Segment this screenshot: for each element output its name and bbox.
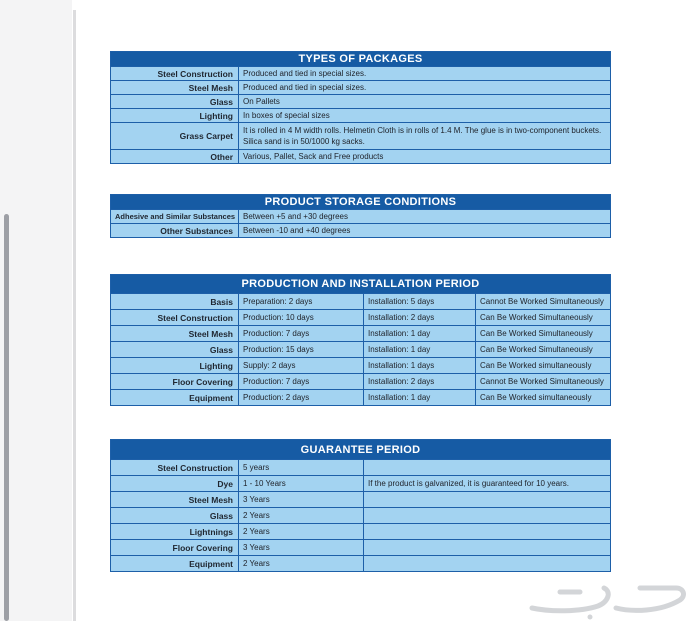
table-row: [111, 81, 611, 95]
vertical-scrollbar-thumb[interactable]: [4, 214, 9, 621]
guarantee-note: [364, 460, 611, 476]
table-row: [111, 95, 611, 109]
row-label: Lighting: [111, 358, 239, 374]
installation-cell: Installation: 1 day: [364, 326, 476, 342]
guarantee-note: [364, 556, 611, 572]
guarantee-value: 3 Years: [239, 540, 364, 556]
simultaneity-cell: Can Be Worked Simultaneously: [476, 310, 611, 326]
row-value: It is rolled in 4 M width rolls. Helmetin Cloth is in rolls of 1.4 M. The glue is in two-component buckets. Silica sand is in 50/1000 kg sacks.: [239, 123, 611, 150]
row-label: Dye: [111, 476, 239, 492]
guarantee-value: 2 Years: [239, 524, 364, 540]
page-edge: [73, 10, 76, 621]
row-label: Other: [111, 150, 239, 164]
installation-cell: Installation: 1 days: [364, 358, 476, 374]
row-value: In boxes of special sizes: [239, 109, 611, 123]
row-label: Basis: [111, 294, 239, 310]
simultaneity-cell: Cannot Be Worked Simultaneously: [476, 374, 611, 390]
row-label: Lightnings: [111, 524, 239, 540]
production-cell: Supply: 2 days: [239, 358, 364, 374]
table-title: PRODUCT STORAGE CONDITIONS: [111, 195, 611, 210]
table-row: [111, 492, 611, 508]
row-label: Steel Construction: [111, 460, 239, 476]
table-row: [111, 109, 611, 123]
row-value: On Pallets: [239, 95, 611, 109]
left-margin: [0, 0, 72, 621]
row-label: Equipment: [111, 390, 239, 406]
simultaneity-cell: Can Be Worked Simultaneously: [476, 342, 611, 358]
production-cell: Production: 7 days: [239, 326, 364, 342]
row-label: Steel Construction: [111, 67, 239, 81]
table-row: [111, 556, 611, 572]
table-row: [111, 476, 611, 492]
installation-cell: Installation: 1 day: [364, 342, 476, 358]
row-label: Glass: [111, 342, 239, 358]
installation-cell: Installation: 5 days: [364, 294, 476, 310]
guarantee-value: 3 Years: [239, 492, 364, 508]
table-row: [111, 342, 611, 358]
row-value: Produced and tied in special sizes.: [239, 67, 611, 81]
guarantee-note: [364, 492, 611, 508]
guarantee-value: 5 years: [239, 460, 364, 476]
table-row: [111, 390, 611, 406]
guarantee-note: If the product is galvanized, it is guaranteed for 10 years.: [364, 476, 611, 492]
row-label: Other Substances: [111, 224, 239, 238]
row-label: Glass: [111, 95, 239, 109]
simultaneity-cell: Can Be Worked simultaneously: [476, 390, 611, 406]
row-label: Floor Covering: [111, 540, 239, 556]
table-row: [111, 294, 611, 310]
production-installation-table: [110, 274, 611, 406]
table-row: [111, 326, 611, 342]
guarantee-period-table: [110, 439, 611, 572]
simultaneity-cell: Can Be Worked simultaneously: [476, 358, 611, 374]
table-row: [111, 540, 611, 556]
production-cell: Production: 2 days: [239, 390, 364, 406]
row-value: Between +5 and +30 degrees: [239, 210, 611, 224]
table-row: [111, 358, 611, 374]
table-row: [111, 67, 611, 81]
production-cell: Production: 10 days: [239, 310, 364, 326]
production-cell: Production: 7 days: [239, 374, 364, 390]
row-value: Between -10 and +40 degrees: [239, 224, 611, 238]
table-row: [111, 123, 611, 150]
guarantee-value: 2 Years: [239, 508, 364, 524]
table-row: [111, 150, 611, 164]
table-title: PRODUCTION AND INSTALLATION PERIOD: [111, 275, 611, 294]
row-label: Steel Mesh: [111, 81, 239, 95]
row-label: Steel Construction: [111, 310, 239, 326]
guarantee-note: [364, 508, 611, 524]
table-title: GUARANTEE PERIOD: [111, 440, 611, 460]
production-cell: Production: 15 days: [239, 342, 364, 358]
simultaneity-cell: Can Be Worked Simultaneously: [476, 326, 611, 342]
production-cell: Preparation: 2 days: [239, 294, 364, 310]
table-row: [111, 508, 611, 524]
row-label: Steel Mesh: [111, 492, 239, 508]
row-label: Floor Covering: [111, 374, 239, 390]
table-row: [111, 460, 611, 476]
guarantee-value: 2 Years: [239, 556, 364, 572]
simultaneity-cell: Cannot Be Worked Simultaneously: [476, 294, 611, 310]
table-row: [111, 224, 611, 238]
guarantee-note: [364, 540, 611, 556]
table-row: [111, 210, 611, 224]
row-label: Glass: [111, 508, 239, 524]
table-row: [111, 524, 611, 540]
table-title: TYPES OF PACKAGES: [111, 52, 611, 67]
row-label: Adhesive and Similar Substances: [111, 210, 239, 224]
installation-cell: Installation: 2 days: [364, 374, 476, 390]
guarantee-note: [364, 524, 611, 540]
table-row: [111, 374, 611, 390]
row-value: Produced and tied in special sizes.: [239, 81, 611, 95]
types-of-packages-table: [110, 51, 611, 164]
table-row: [111, 310, 611, 326]
installation-cell: Installation: 1 day: [364, 390, 476, 406]
row-label: Equipment: [111, 556, 239, 572]
haraj-watermark-logo: [520, 578, 695, 620]
row-label: Grass Carpet: [111, 123, 239, 150]
guarantee-value: 1 - 10 Years: [239, 476, 364, 492]
row-label: Lighting: [111, 109, 239, 123]
storage-conditions-table: [110, 194, 611, 238]
row-label: Steel Mesh: [111, 326, 239, 342]
installation-cell: Installation: 2 days: [364, 310, 476, 326]
row-value: Various, Pallet, Sack and Free products: [239, 150, 611, 164]
